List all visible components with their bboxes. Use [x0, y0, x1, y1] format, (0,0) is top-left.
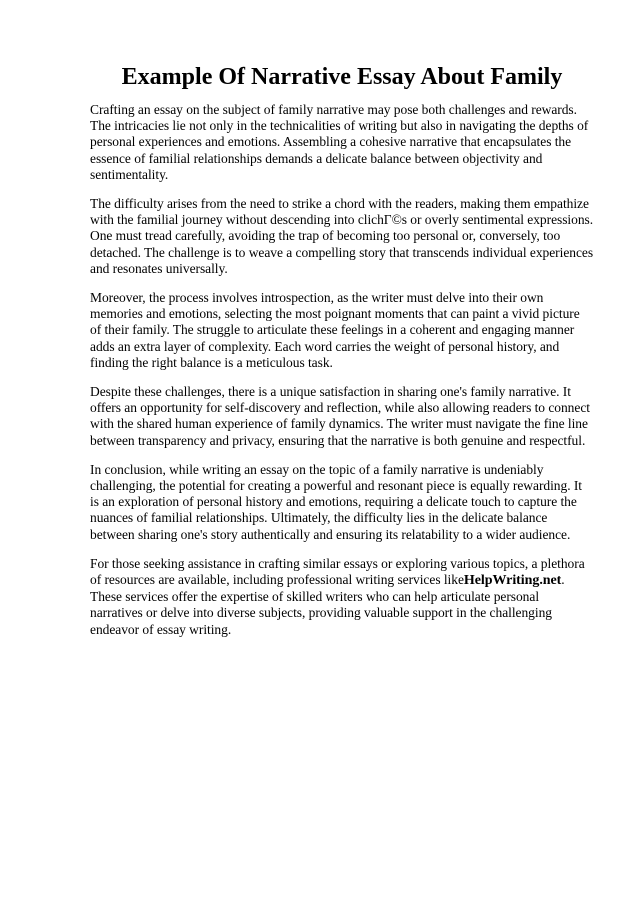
paragraph-6 [90, 556, 594, 638]
paragraph-3: Moreover, the process involves introspection, as the writer must delve into their own memories and emotions, selecting the most poignant moments that can paint a vivid picture of their family. The struggle to articulate these feelings in a coherent and engaging manner adds an extra layer of complexity. Each word carries the weight of personal history, and finding the right balance is a meticulous task. [90, 290, 580, 370]
page-title: Example Of Narrative Essay About Family [121, 64, 563, 90]
paragraph-6-text-after-link: . These services offer the expertise of skilled writers who can help articulate personal narratives or delve into diverse subjects, providing valuable support in the challenging endeavor of essay writing. [90, 572, 565, 637]
paragraph-6-text-before-link: For those seeking assistance in crafting similar essays or exploring various topics, a plethora of resources are available, including professional writing services like [90, 555, 585, 588]
paragraph-5: In conclusion, while writing an essay on the topic of a family narrative is undeniably challenging, the potential for creating a powerful and resonant piece is equally rewarding. It is an exploration of personal history and emotions, requiring a delicate touch to capture the nuances of familial relationships. Ultimately, the difficulty lies in the delicate balance between sharing one's story authentically and ensuring its relatability to a wider audience. [90, 461, 582, 542]
helpwriting-link[interactable]: HelpWriting.net [463, 573, 562, 589]
paragraph-1: Crafting an essay on the subject of family narrative may pose both challenges and rewards. The intricacies lie not only in the technicalities of writing but also in navigating the depths of personal experiences and emotions. Assembling a cohesive narrative that encapsulates the essence of familial relationships demands a delicate balance between objectivity and sentimentality. [90, 102, 589, 182]
paragraph-2: The difficulty arises from the need to strike a chord with the readers, making them empathize with the familial journey without descending into clichГ©s or overly sentimental expressions. One must tread carefully, avoiding the trap of becoming too personal or, conversely, too detached. The challenge is to weave a compelling story that transcends individual experiences and resonates universally. [90, 196, 594, 276]
paragraph-4: Despite these challenges, there is a unique satisfaction in sharing one's family narrative. It offers an opportunity for self-discovery and reflection, while also allowing readers to connect with the shared human experience of family dynamics. The writer must navigate the fine line between transparency and privacy, ensuring that the narrative is both genuine and respectful. [90, 384, 590, 448]
